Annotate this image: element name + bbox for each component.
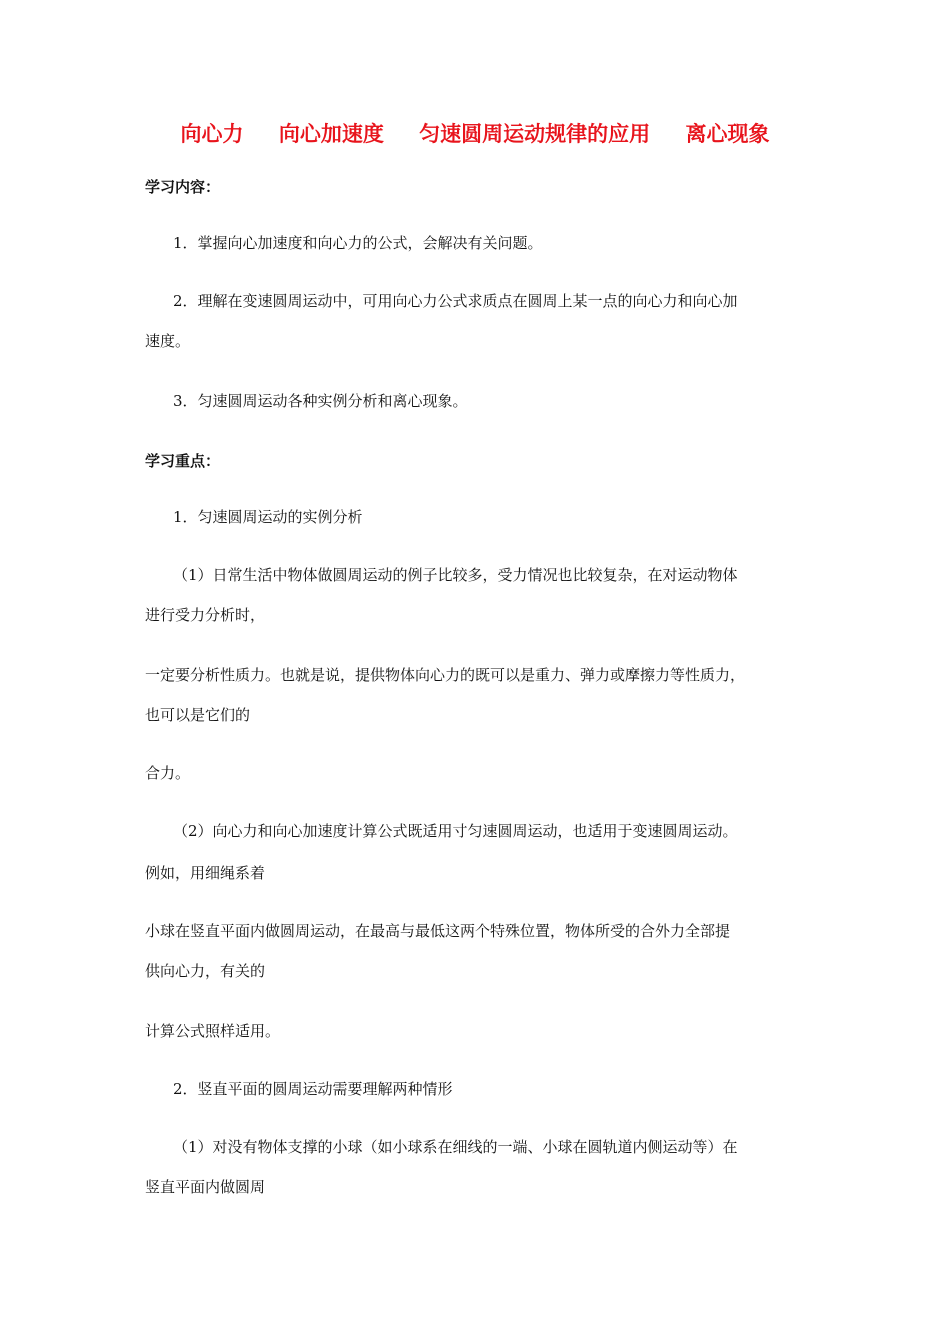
title-part-centripetal-force: 向心力 <box>180 122 244 146</box>
key-line-3: 进行受力分析时， <box>145 606 266 624</box>
key-line-12: 2．竖直平面的圆周运动需要理解两种情形 <box>173 1080 453 1098</box>
title-part-centrifugal: 离心现象 <box>685 122 770 146</box>
key-line-1: 1．匀速圆周运动的实例分析 <box>173 508 363 526</box>
content-item-2-cont: 速度。 <box>145 332 191 350</box>
key-line-13: （1）对没有物体支撑的小球（如小球系在细线的一端、小球在圆轨道内侧运动等）在 <box>173 1138 738 1156</box>
key-line-8: 例如，用细绳系着 <box>145 864 266 882</box>
key-line-7: （2）向心力和向心加速度计算公式既适用寸匀速圆周运动，也适用于变速圆周运动。 <box>173 822 738 840</box>
key-line-11: 计算公式照样适用。 <box>145 1022 281 1040</box>
page-title <box>0 118 950 148</box>
key-line-2: （1）日常生活中物体做圆周运动的例子比较多，受力情况也比较复杂，在对运动物体 <box>173 566 738 584</box>
key-line-10: 供向心力，有关的 <box>145 962 266 980</box>
title-part-uniform-circular-motion: 匀速圆周运动规律的应用 <box>419 122 651 146</box>
key-line-5: 也可以是它们的 <box>145 706 251 724</box>
learning-content-heading: 学习内容： <box>145 178 221 196</box>
key-line-4: 一定要分析性质力。也就是说，提供物体向心力的既可以是重力、弹力或摩擦力等性质力， <box>145 666 746 684</box>
key-points-heading: 学习重点： <box>145 452 221 470</box>
key-line-6: 合力。 <box>145 764 191 782</box>
title-part-centripetal-acceleration: 向心加速度 <box>278 122 384 146</box>
key-line-14: 竖直平面内做圆周 <box>145 1178 266 1196</box>
content-item-2: 2．理解在变速圆周运动中，可用向心力公式求质点在圆周上某一点的向心力和向心加 <box>173 292 738 310</box>
content-item-3: 3．匀速圆周运动各种实例分析和离心现象。 <box>173 392 468 410</box>
content-item-1: 1．掌握向心加速度和向心力的公式，会解决有关问题。 <box>173 234 543 252</box>
key-line-9: 小球在竖直平面内做圆周运动，在最高与最低这两个特殊位置，物体所受的合外力全部提 <box>145 922 731 940</box>
